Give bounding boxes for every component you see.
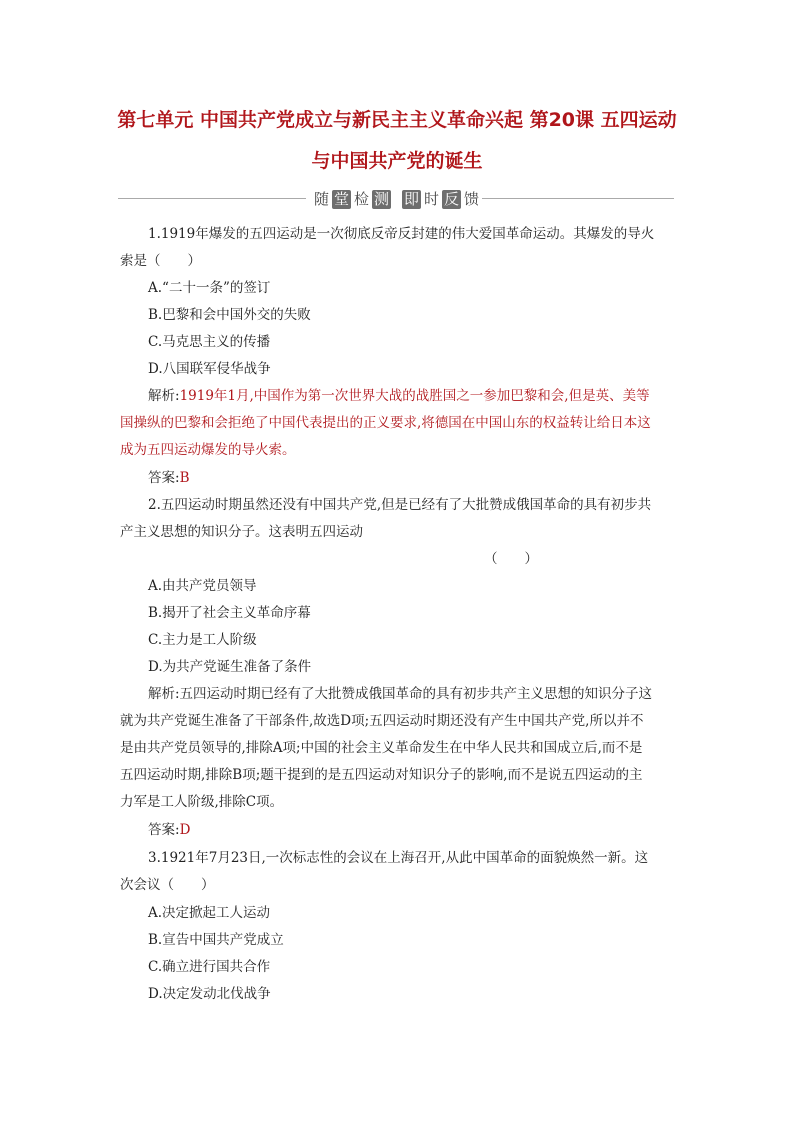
banner-label — [312, 188, 482, 210]
banner-char-8: 馈 — [463, 189, 479, 208]
q1-option-c: C.马克思主义的传播 — [148, 334, 271, 350]
section-banner — [118, 188, 674, 210]
q2-analysis-line-1: 解析:五四运动时期已经有了大批赞成俄国革命的具有初步共产主义思想的知识分子这 — [148, 686, 653, 702]
q3-option-b: B.宣告中国共产党成立 — [148, 932, 284, 948]
banner-char-3: 检 — [353, 189, 369, 208]
q2-answer-blank: （ ） — [484, 551, 538, 567]
q1-analysis-line-2: 国操纵的巴黎和会拒绝了中国代表提出的正义要求,将德国在中国山东的权益转让给日本这 — [120, 415, 651, 431]
banner-rule-left — [118, 198, 306, 199]
q3-stem-line-2: 次会议（ ） — [120, 877, 215, 893]
q2-analysis-line-3: 是由共产党员领导的,排除A项;中国的社会主义革命发生在中华人民共和国成立后,而不是 — [120, 740, 643, 756]
q1-answer-value: B — [179, 470, 190, 486]
q1-option-a: A.“二十一条”的签订 — [148, 280, 271, 296]
q3-option-c: C.确立进行国共合作 — [148, 959, 271, 975]
banner-char-2: 堂 — [333, 189, 349, 208]
q2-option-b: B.揭开了社会主义革命序幕 — [148, 605, 311, 621]
banner-char-1: 随 — [313, 189, 329, 208]
q1-option-b: B.巴黎和会中国外交的失败 — [148, 307, 311, 323]
q1-analysis-line-1 — [148, 384, 650, 404]
page-title-line-2: 与中国共产党的诞生 — [311, 150, 483, 172]
banner-char-5: 即 — [403, 189, 419, 208]
banner-rule-right — [482, 198, 674, 199]
q1-answer-label: 答案: — [148, 470, 180, 486]
q1-analysis-text-1: 1919年1月,中国作为第一次世界大战的战胜国之一参加巴黎和会,但是英、美等 — [179, 388, 650, 404]
q3-stem-line-1: 3.1921年7月23日,一次标志性的会议在上海召开,从此中国革命的面貌焕然一新。这 — [148, 850, 649, 866]
q3-option-a: A.决定掀起工人运动 — [148, 905, 271, 921]
q1-analysis-line-3: 成为五四运动爆发的导火索。 — [120, 442, 296, 458]
banner-char-6: 时 — [423, 189, 439, 208]
q2-option-d: D.为共产党诞生准备了条件 — [148, 659, 312, 675]
q2-option-a: A.由共产党员领导 — [148, 578, 257, 594]
q2-answer-value: D — [179, 822, 191, 838]
q2-analysis-line-2: 就为共产党诞生准备了干部条件,故选D项;五四运动时期还没有产生中国共产党,所以并不 — [120, 713, 644, 729]
q3-option-d: D.决定发动北伐战争 — [148, 986, 271, 1002]
q1-option-d: D.八国联军侵华战争 — [148, 361, 271, 377]
q1-stem-line-2: 索是（ ） — [120, 253, 201, 269]
q2-answer-label: 答案: — [148, 822, 180, 838]
q2-stem-line-2: 产主义思想的知识分子。这表明五四运动 — [120, 524, 363, 540]
q2-answer — [148, 818, 190, 838]
q1-answer — [148, 466, 189, 486]
page-title-line-1: 第七单元 中国共产党成立与新民主主义革命兴起 第20课 五四运动 — [117, 109, 677, 131]
banner-char-4: 测 — [373, 189, 389, 208]
q2-analysis-line-4: 五四运动时期,排除B项;题干提到的是五四运动对知识分子的影响,而不是说五四运动的主 — [120, 767, 643, 783]
q2-option-c: C.主力是工人阶级 — [148, 632, 257, 648]
banner-char-7: 反 — [443, 189, 459, 208]
q1-stem-line-1: 1.1919年爆发的五四运动是一次彻底反帝反封建的伟大爱国革命运动。其爆发的导火 — [148, 226, 655, 242]
q1-analysis-label: 解析: — [148, 388, 180, 404]
q2-analysis-line-5: 力军是工人阶级,排除C项。 — [120, 794, 284, 810]
q2-stem-line-1: 2.五四运动时期虽然还没有中国共产党,但是已经有了大批赞成俄国革命的具有初步共 — [148, 497, 652, 513]
